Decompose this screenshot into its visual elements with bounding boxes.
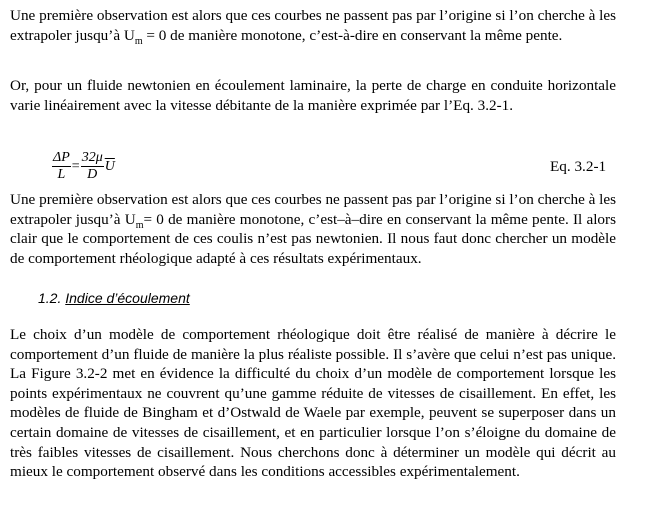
paragraph-text: Une première observation est alors que ces courbes ne passent pas par l’origine si l’on cherche à les extrapoler jusqu’à U: [10, 191, 617, 228]
fraction-denominator: L: [57, 167, 66, 182]
section-title: Indice d’écoulement: [65, 290, 190, 306]
subscript: m: [134, 35, 143, 47]
fraction-lhs: [52, 150, 71, 183]
subscript: m: [135, 219, 144, 231]
fraction-rhs: [81, 150, 104, 183]
paragraph-observation-1: [10, 6, 616, 45]
velocity-symbol: $\overline{U}$: [104, 158, 115, 174]
equation: [52, 150, 115, 184]
paragraph-text: = 0 de manière monotone, c’est-à-dire en conservant la même pente.: [142, 26, 563, 44]
paragraph-newtonian: Or, pour un fluide newtonien en écoulement laminaire, la perte de charge en conduite horizontale varie linéairement avec la vitesse débitante de la manière exprimée par l’Eq. 3.2-1.: [10, 77, 616, 114]
section-number: 1.2.: [38, 290, 62, 306]
fraction-denominator: D: [87, 167, 98, 182]
section-heading: [38, 289, 190, 309]
fraction-numerator: ΔP: [53, 150, 70, 165]
fraction-numerator: 32μ: [81, 150, 103, 165]
paragraph-text: Une première observation est alors que ces courbes ne passent pas par l’origine si l’on cherche à les extrapoler jusqu’à U: [10, 7, 617, 44]
paragraph-observation-2: [10, 190, 616, 268]
equation-label: Eq. 3.2-1: [550, 158, 607, 175]
equals-sign: =: [71, 158, 80, 174]
paragraph-model-choice: Le choix d’un modèle de comportement rhéologique doit être réalisé de manière à décrire le comportement d’un fluide de manière la plus réaliste possible. Il s’avère que celui n’est pas unique. La Figure 3.2-2 met en évidence la difficulté du choix d’un modèle de comportement lorsque les points expérimentaux ne couvrent qu’une gamme réduite de vitesses de cisaillement. En effet, les modèles de fluide de Bingham et d’Ostwald de Waele par exemple, peuvent se superposer dans un certain domaine de vitesses de cisaillement, et en particulier lorsque l’on s’éloigne du domaine de très faibles vitesses de cisaillement. Nous cherchons donc à déterminer un modèle qui décrit au mieux le comportement observé dans les conditions accessibles expérimentalement.: [10, 326, 616, 481]
paragraph-text: = 0 de manière monotone, c’est–à–dire en conservant la même pente. Il alors clair que le comportement de ces coulis n’est pas newtonien. Il nous faut donc chercher un modèle de comportement rhéologique adapté à ces résultats expérimentaux.: [10, 210, 616, 267]
